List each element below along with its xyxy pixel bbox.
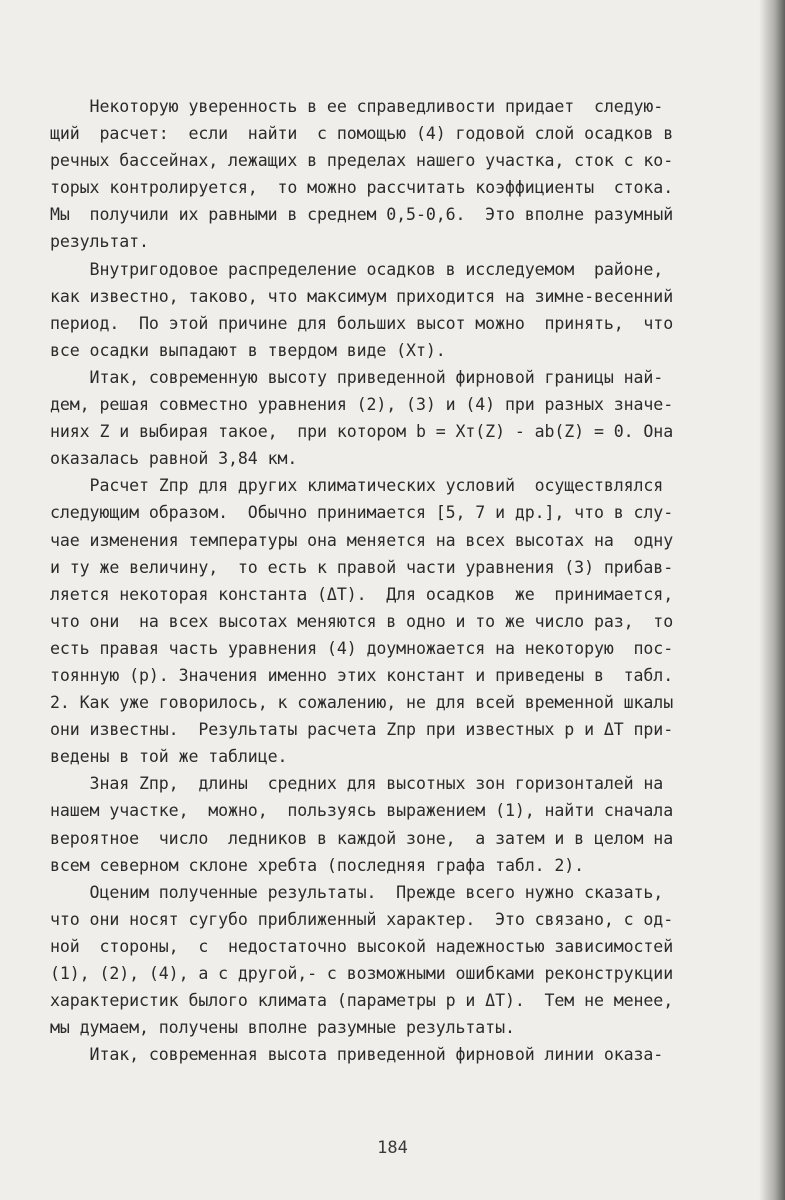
- text-line: оказалась равной 3,84 км.: [50, 449, 298, 469]
- text-line: что они носят сугубо приближенный характер. Это связано, с од-: [50, 909, 674, 929]
- text-line: характеристик былого климата (параметры p и ΔT). Тем не менее,: [50, 991, 674, 1011]
- text-line: Некоторую уверенность в ее справедливости придает следую-: [50, 97, 664, 116]
- text-line: Оценим полученные результаты. Прежде всего нужно сказать,: [50, 882, 664, 902]
- text-line: вероятное число ледников в каждой зоне, а затем и в целом на: [50, 828, 674, 848]
- text-line: как известно, таково, что максимум приходится на зимне-весенний: [50, 286, 674, 306]
- text-line: ниях Z и выбирая такое, при котором b = Xт(Z) - ab(Z) = 0. Она: [50, 422, 674, 442]
- text-line: и ту же величину, то есть к правой части уравнения (3) прибав-: [50, 557, 674, 577]
- text-line: есть правая часть уравнения (4) доумножается на некоторую пос-: [50, 638, 674, 658]
- text-line: все осадки выпадают в твердом виде (Xт).: [50, 340, 446, 360]
- text-line: следующим образом. Обычно принимается [5, 7 и др.], что в слу-: [50, 503, 674, 523]
- text-line: Внутригодовое распределение осадков в исследуемом районе,: [50, 259, 664, 279]
- page-edge-shadow: [759, 0, 785, 1200]
- text-line: что они на всех высотах меняются в одно и то же число раз, то: [50, 611, 674, 631]
- text-line: нашем участке, можно, пользуясь выражением (1), найти сначала: [50, 801, 674, 821]
- text-line: речных бассейнах, лежащих в пределах нашего участка, сток с ко-: [50, 151, 674, 171]
- text-line: мы думаем, получены вполне разумные результаты.: [50, 1018, 515, 1038]
- text-line: период. По этой причине для больших высот можно принять, что: [50, 313, 674, 333]
- text-line: Итак, современная высота приведенной фирновой линии оказа-: [50, 1045, 664, 1065]
- text-line: Итак, современную высоту приведенной фирновой границы най-: [50, 367, 664, 387]
- text-line: 2. Как уже говорилось, к сожалению, не для всей временной шкалы: [50, 693, 674, 713]
- text-line: Мы получили их равными в среднем 0,5-0,6. Это вполне разумный: [50, 205, 674, 225]
- text-line: результат.: [50, 232, 149, 252]
- text-line: тоянную (p). Значения именно этих констант и приведены в табл.: [50, 665, 674, 685]
- page-number: 184: [377, 1138, 408, 1158]
- text-line: ной стороны, с недостаточно высокой надежностью зависимостей: [50, 936, 674, 956]
- text-line: ведены в той же таблице.: [50, 747, 288, 767]
- text-line: они известны. Результаты расчета Zпр при известных p и ΔT при-: [50, 720, 674, 740]
- text-line: Зная Zпр, длины средних для высотных зон горизонталей на: [50, 774, 664, 794]
- text-line: дем, решая совместно уравнения (2), (3) и (4) при разных значе-: [50, 395, 674, 415]
- text-line: щий расчет: если найти с помощью (4) годовой слой осадков в: [50, 124, 674, 144]
- text-line: ляется некоторая константа (ΔT). Для осадков же принимается,: [50, 584, 674, 604]
- text-line: Расчет Zпр для других климатических условий осуществлялся: [50, 476, 664, 496]
- text-line: (1), (2), (4), а с другой,- с возможными ошибками реконструкции: [50, 964, 674, 983]
- text-line: чае изменения температуры она меняется на всех высотах на одну: [50, 530, 674, 550]
- body-text: [50, 93, 765, 1068]
- text-line: всем северном склоне хребта (последняя графа табл. 2).: [50, 855, 585, 875]
- text-line: торых контролируется, то можно рассчитать коэффициенты стока.: [50, 178, 674, 198]
